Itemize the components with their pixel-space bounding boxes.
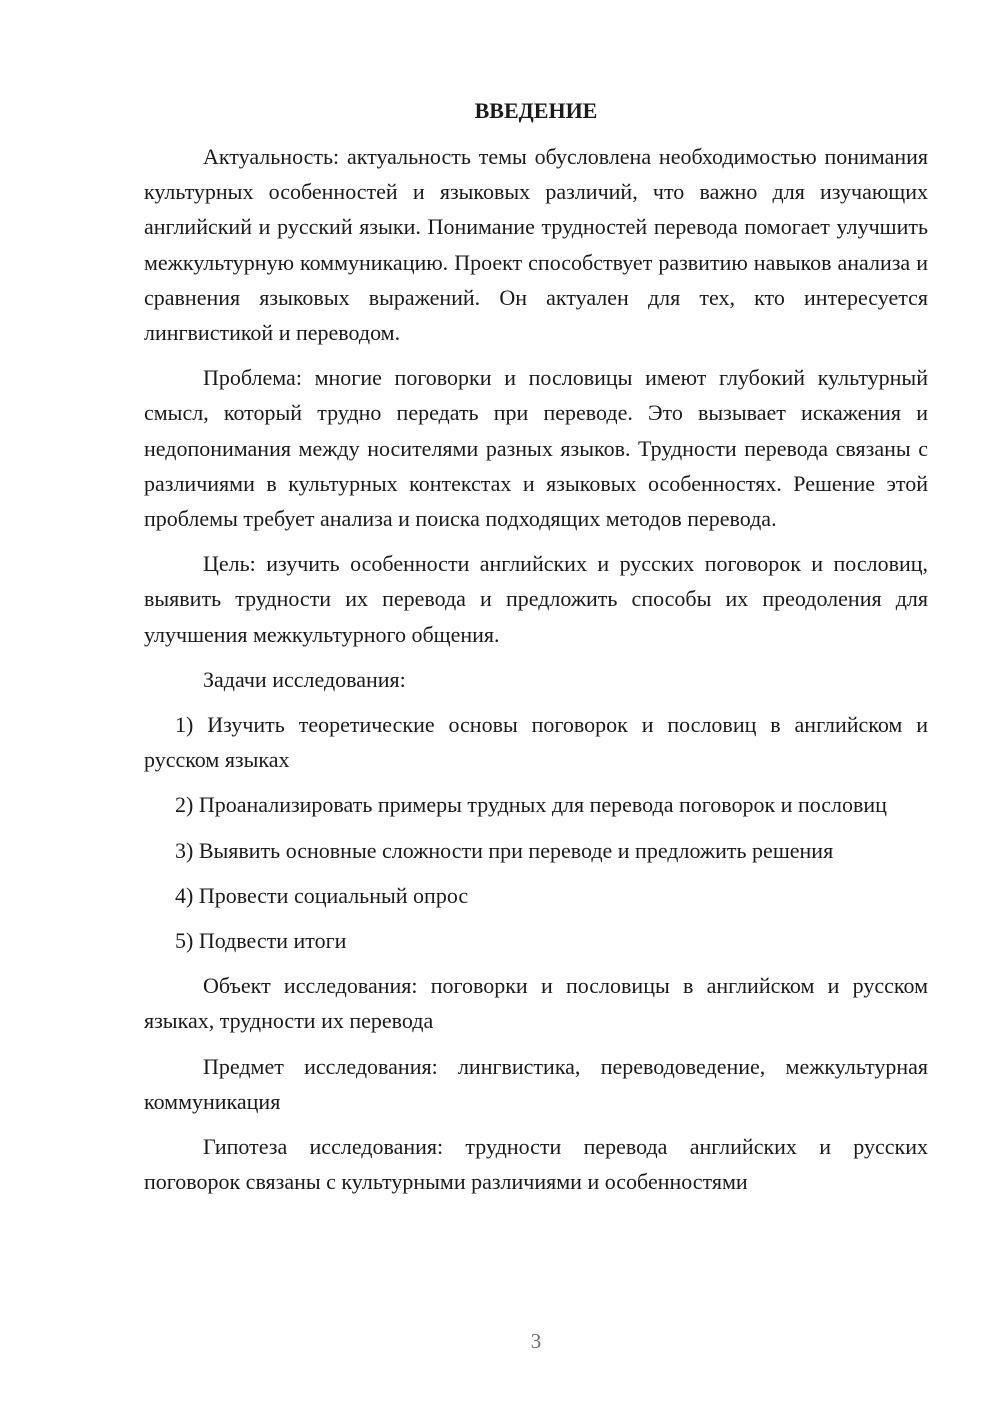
task-item: 3) Выявить основные сложности при переводе и предложить решения <box>175 837 834 863</box>
subject-paragraph: Предмет исследования: лингвистика, переводоведение, межкультурная коммуникация <box>144 1053 928 1114</box>
page-title: ВВЕДЕНИЕ <box>474 98 598 123</box>
task-item: 5) Подвести итоги <box>175 928 347 954</box>
tasks-list <box>144 707 928 958</box>
task-item: 4) Провести социальный опрос <box>175 882 469 908</box>
tasks-intro: Задачи исследования: <box>203 666 406 692</box>
hypothesis-paragraph: Гипотеза исследования: трудности перевода английских и русских поговорок связаны с культурными различиями и особенностями <box>144 1134 928 1195</box>
relevance-paragraph: Актуальность: актуальность темы обусловлена необходимостью понимания культурных особенностей и языковых различий, что важно для изучающих английский и русский языки. Понимание трудностей перевода помогает улучшить межкультурную коммуникацию. Проект способствует развитию навыков анализа и сравнения языковых выражений. Он актуален для тех, кто интересуется лингвистикой и переводом. <box>144 144 928 346</box>
page-number: 3 <box>530 1329 542 1353</box>
task-item: 2) Проанализировать примеры трудных для перевода поговорок и пословиц <box>175 792 887 818</box>
document-page <box>144 96 928 1209</box>
task-item: 1) Изучить теоретические основы поговорок и пословиц в английском и русском языках <box>144 712 928 773</box>
problem-paragraph: Проблема: многие поговорки и пословицы имеют глубокий культурный смысл, который трудно передать при переводе. Это вызывает искажения и недопонимания между носителями разных языков. Трудности перевода связаны с различиями в культурных контекстах и языковых особенностях. Решение этой проблемы требует анализа и поиска подходящих методов перевода. <box>144 365 928 532</box>
goal-paragraph: Цель: изучить особенности английских и русских поговорок и пословиц, выявить трудности их перевода и предложить способы их преодоления для улучшения межкультурного общения. <box>144 551 928 647</box>
object-paragraph: Объект исследования: поговорки и пословицы в английском и русском языках, трудности их перевода <box>144 973 928 1034</box>
